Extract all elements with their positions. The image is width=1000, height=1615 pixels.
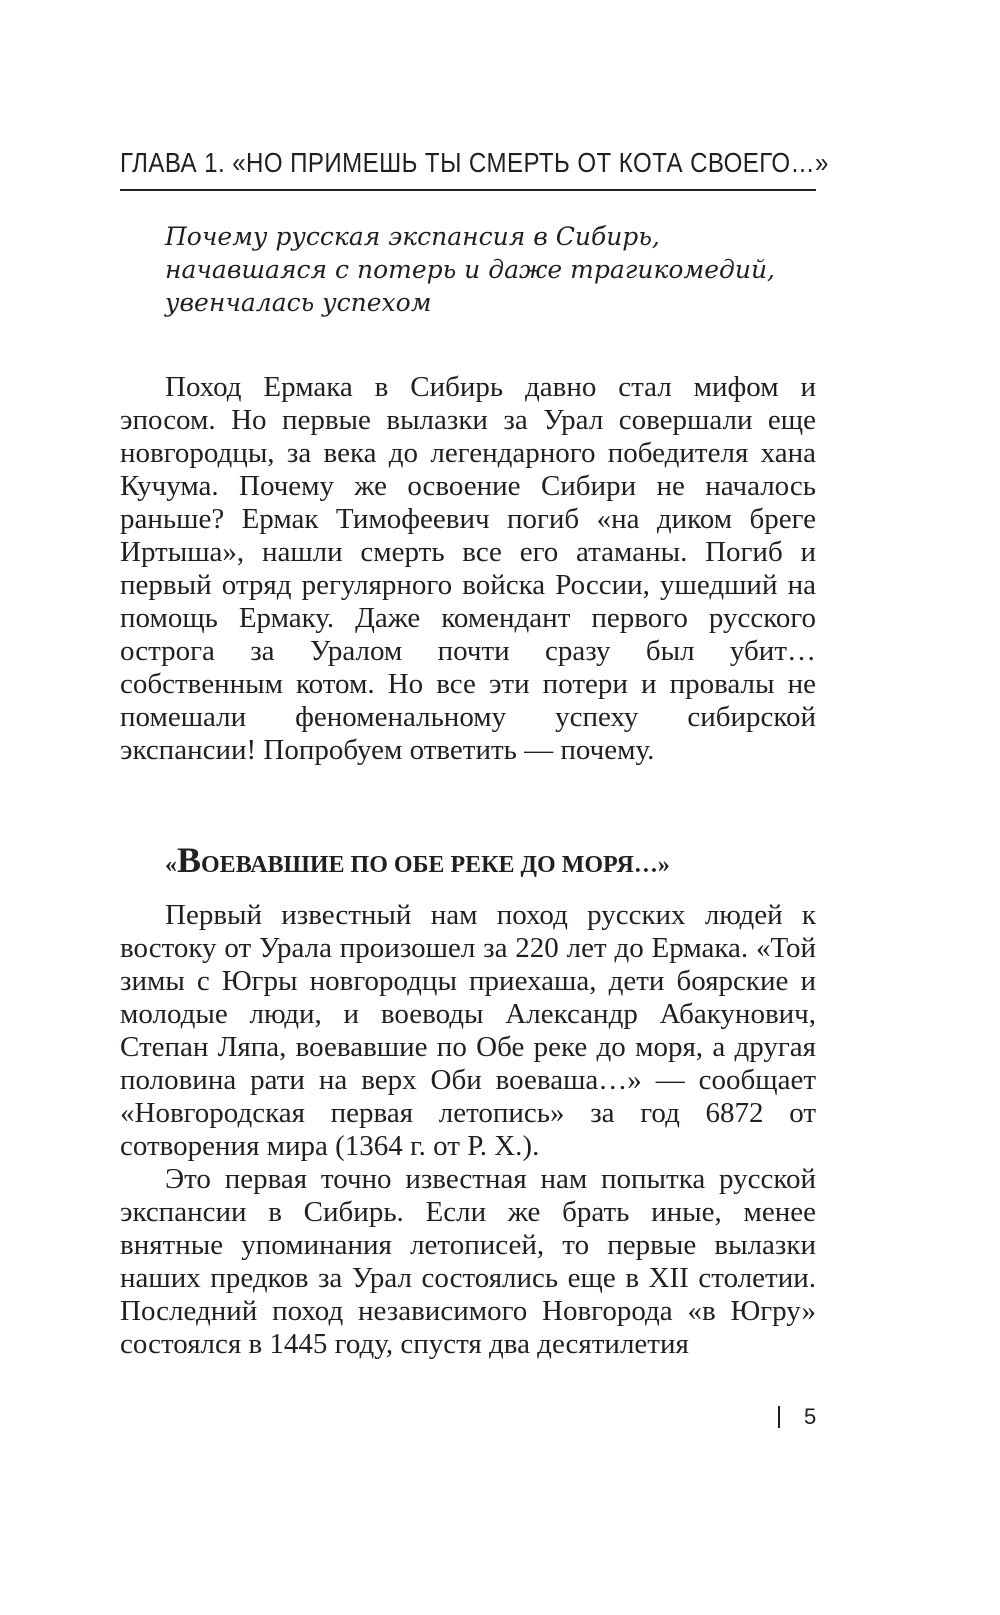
section-heading bbox=[165, 840, 670, 885]
chapter-rule bbox=[120, 189, 816, 191]
page-number: 5 bbox=[804, 1404, 817, 1429]
page-footer bbox=[778, 1402, 818, 1432]
paragraph: Поход Ермака в Сибирь давно стал мифом и эпосом. Но первые вылазки за Урал совершали еще новгородцы, за века до легендарного победителя хана Кучума. Почему же освоение Сибири не началось раньше? Ермак Тимофеевич погиб «на диком бреге Иртыша», нашли смерть все его атаманы. Погиб и первый отряд регулярного войска России, ушедший на помощь Ермаку. Даже комендант первого русского острога за Уралом почти сразу был убит… собственным котом. Но все эти потери и провалы не помешали феноменальному успеху сибирской экспансии! Попробуем ответить — почему. bbox=[120, 371, 816, 766]
epigraph: Почему русская экспансия в Сибирь, начавшаяся с потерь и даже трагикомедий, увенчалась успехом bbox=[165, 222, 775, 317]
chapter-title: ГЛАВА 1. «НО ПРИМЕШЬ ТЫ СМЕРТЬ ОТ КОТА СВОЕГО…» bbox=[120, 147, 829, 178]
section-heading-rest: ОЕВАВШИЕ ПО ОБЕ РЕКЕ ДО МОРЯ…» bbox=[201, 852, 670, 878]
paragraph: Это первая точно известная нам попытка русской экспансии в Сибирь. Если же брать иные, менее внятные упоминания летописей, то первые вылазки наших предков за Урал состоялись еще в XII столетии. Последний поход независимого Новгорода «в Югру» состоялся в 1445 году, спустя два десятилетия bbox=[120, 1163, 816, 1360]
section-text bbox=[120, 899, 816, 1361]
section-heading-quote: « bbox=[165, 852, 177, 878]
intro-text bbox=[120, 371, 816, 767]
footer-rule bbox=[778, 1406, 780, 1428]
section-heading-initial: В bbox=[177, 840, 202, 880]
paragraph: Первый известный нам поход русских людей к востоку от Урала произошел за 220 лет до Ермака. «Той зимы с Югры новгородцы приехаша, дети боярские и молодые люди, и воеводы Александр Абакунович, Степан Ляпа, воевавшие по Обе реке до моря, а другая половина рати на верх Оби воеваша…» — сообщает «Новгородская первая летопись» за год 6872 от сотворения мира (1364 г. от Р. Х.). bbox=[120, 899, 816, 1162]
